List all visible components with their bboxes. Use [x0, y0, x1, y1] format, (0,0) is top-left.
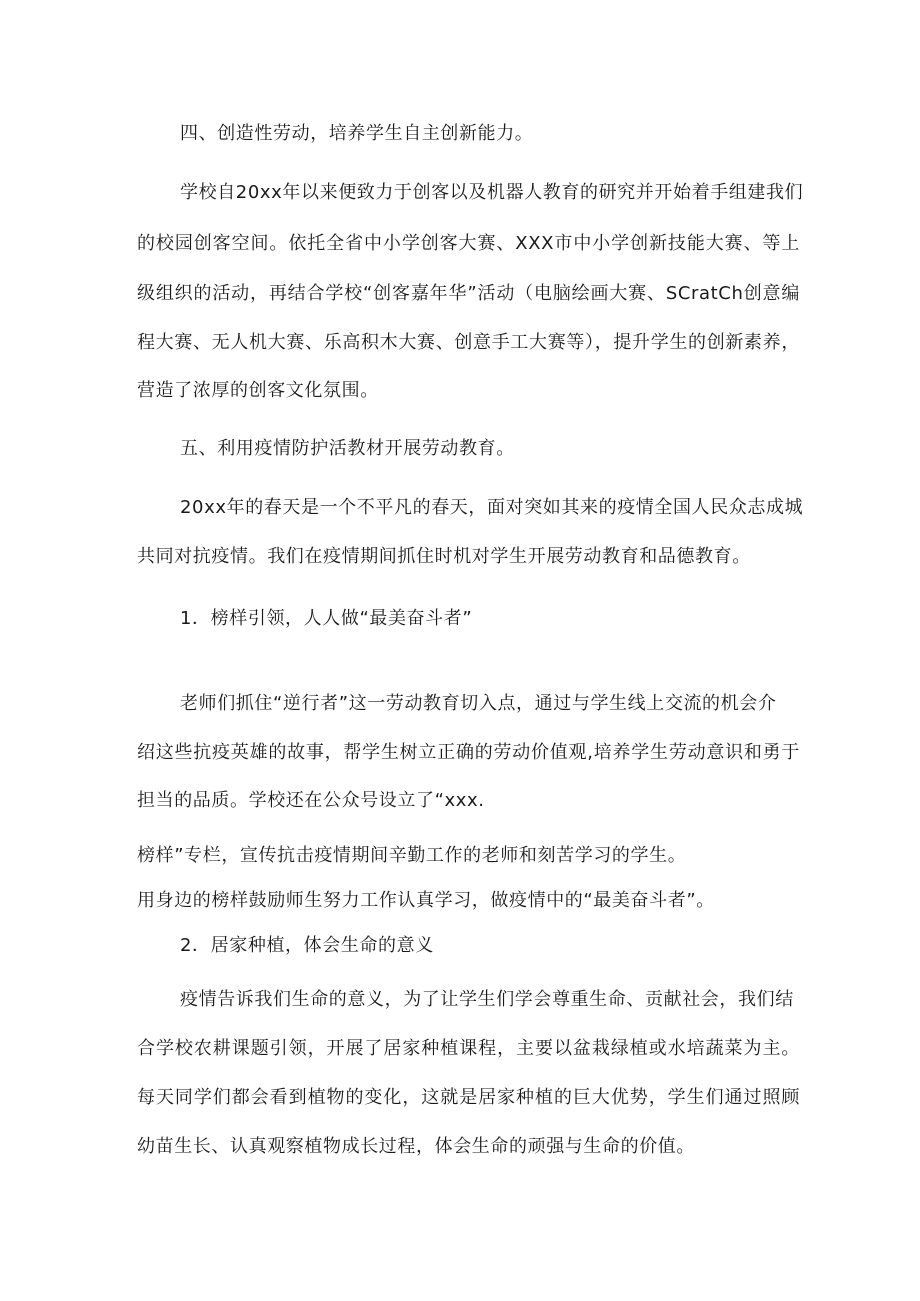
paragraph-line: 疫情告诉我们生命的意义，为了让学生们学会尊重生命、贡献社会，我们结 [180, 989, 794, 1010]
subheading-1: 1．榜样引领，人人做“最美奋斗者” [180, 608, 473, 629]
paragraph-line: 绍这些抗疫英雄的故事，帮学生树立正确的劳动价值观,培养学生劳动意识和勇于 [137, 742, 800, 763]
paragraph-line: 老师们抓住“逆行者”这一劳动教育切入点，通过与学生线上交流的机会介 [180, 693, 777, 714]
paragraph-line: 榜样”专栏，宣传抗击疫情期间辛勤工作的老师和刻苦学习的学生。 [137, 845, 687, 866]
paragraph-line: 幼苗生长、认真观察植物成长过程，体会生命的顽强与生命的价值。 [137, 1136, 695, 1157]
subheading-2: 2．居家种植，体会生命的意义 [180, 935, 434, 956]
paragraph-line: 营造了浓厚的创客文化氛围。 [137, 380, 379, 401]
paragraph-line: 担当的品质。学校还在公众号设立了“xxx. [137, 790, 485, 811]
section-heading-5: 五、利用疫情防护活教材开展劳动教育。 [180, 438, 515, 459]
paragraph-line: 学校自20xx年以来便致力于创客以及机器人教育的研究并开始着手组建我们 [180, 182, 804, 203]
paragraph-line: 程大赛、无人机大赛、乐高积木大赛、创意手工大赛等），提升学生的创新素养， [137, 332, 800, 353]
section-heading-4: 四、创造性劳动，培养学生自主创新能力。 [180, 123, 534, 144]
paragraph-line: 每天同学们都会看到植物的变化，这就是居家种植的巨大优势，学生们通过照顾 [137, 1087, 800, 1108]
paragraph-line: 共同对抗疫情。我们在疫情期间抓住时机对学生开展劳动教育和品德教育。 [137, 546, 751, 567]
paragraph-line: 合学校农耕课题引领，开展了居家种植课程，主要以盆栽绿植或水培蔬菜为主。 [137, 1038, 800, 1059]
paragraph-line: 20xx年的春天是一个不平凡的春天，面对突如其来的疫情全国人民众志成城 [180, 497, 804, 518]
paragraph-line: 的校园创客空间。依托全省中小学创客大赛、XXX市中小学创新技能大赛、等上 [137, 233, 800, 254]
paragraph-line: 级组织的活动，再结合学校“创客嘉年华”活动（电脑绘画大赛、SCratCh创意编 [137, 283, 800, 304]
paragraph-line: 用身边的榜样鼓励师生努力工作认真学习，做疫情中的“最美奋斗者”。 [137, 890, 715, 911]
